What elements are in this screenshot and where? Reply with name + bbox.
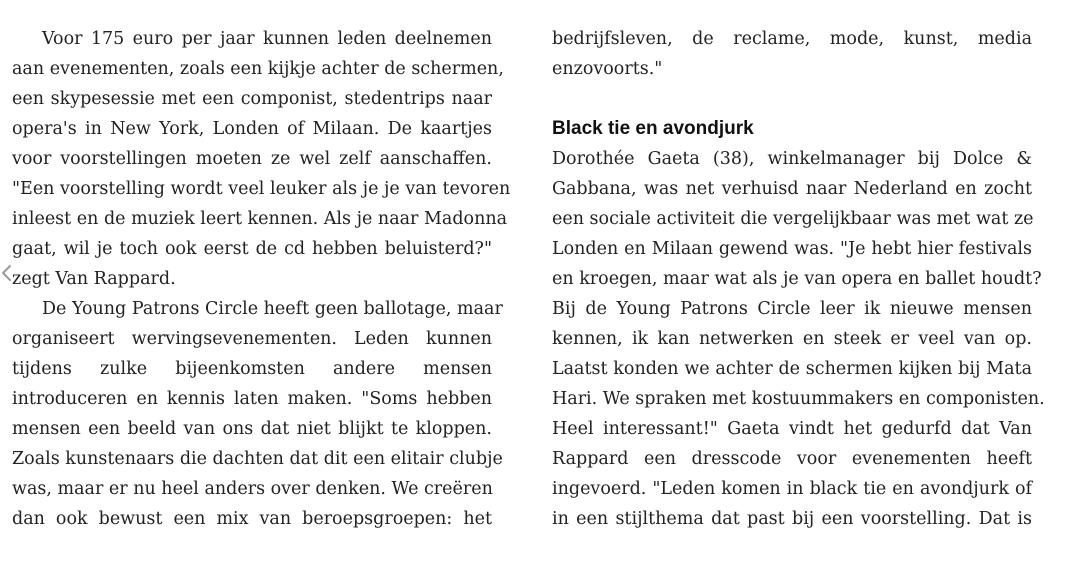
text-line: dan ook bewust een mix van beroepsgroepen: het (12, 509, 492, 529)
text-line: bedrijfsleven, de reclame, mode, kunst, media (552, 29, 1032, 49)
text-line: mensen een beeld van ons dat niet blijkt te kloppen. (12, 419, 492, 439)
text-line: enzovoorts." (552, 59, 663, 79)
section-heading: Black tie en avondjurk (552, 118, 754, 139)
text-line: "Een voorstelling wordt veel leuker als je je van tevoren (12, 179, 511, 199)
text-line: Zoals kunstenaars die dachten dat dit een elitair clubje (12, 449, 503, 469)
article-column-left (12, 24, 511, 534)
text-line: een sociale activiteit die vergelijkbaar was met wat ze (552, 209, 1034, 229)
text-line: organiseert wervingsevenementen. Leden kunnen (12, 329, 492, 349)
text-line: inleest en de muziek leert kennen. Als je naar Madonna (12, 209, 508, 229)
text-line: en kroegen, maar wat als je van opera en ballet houdt? (552, 269, 1042, 289)
text-line: Gabbana, was net verhuisd naar Nederland en zocht (552, 179, 1032, 199)
text-line: De Young Patrons Circle heeft geen ballotage, maar (42, 299, 503, 319)
text-line: opera's in New York, Londen of Milaan. De kaartjes (12, 119, 492, 139)
text-line: zegt Van Rappard. (12, 269, 176, 289)
text-line: in een stijlthema dat past bij een voorstelling. Dat is (552, 509, 1032, 529)
text-line: voor voorstellingen moeten ze wel zelf aanschaffen. (12, 149, 492, 169)
text-line: Bij de Young Patrons Circle leer ik nieuwe mensen (552, 299, 1032, 319)
text-line: Londen en Milaan gewend was. "Je hebt hier festivals (552, 239, 1032, 259)
text-line: een skypesessie met een componist, stedentrips naar (12, 89, 492, 109)
text-line: aan evenementen, zoals een kijkje achter de schermen, (12, 59, 504, 79)
text-line: introduceren en kennis laten maken. "Soms hebben (12, 389, 492, 409)
text-line: Voor 175 euro per jaar kunnen leden deelnemen (42, 29, 492, 49)
text-line: Dorothée Gaeta (38), winkelmanager bij Dolce & (552, 149, 1032, 169)
text-line: Laatst konden we achter de schermen kijken bij Mata (552, 359, 1032, 379)
paragraph-gap (552, 84, 1032, 114)
article-column-right (552, 24, 1045, 534)
text-line: tijdens zulke bijeenkomsten andere mensen (12, 359, 492, 379)
chevron-left-icon[interactable] (0, 263, 14, 283)
text-line: gaat, wil je toch ook eerst de cd hebben beluisterd?" (12, 239, 492, 259)
text-line: Heel interessant!" Gaeta vindt het gedurfd dat Van (552, 419, 1032, 439)
text-line: Rappard een dresscode voor evenementen heeft (552, 449, 1032, 469)
text-line: Hari. We spraken met kostuummakers en componisten. (552, 389, 1045, 409)
text-line: kennen, ik kan netwerken en steek er veel van op. (552, 329, 1032, 349)
text-line: was, maar er nu heel anders over denken. We creëren (12, 479, 493, 499)
text-line: ingevoerd. "Leden komen in black tie en avondjurk of (552, 479, 1032, 499)
